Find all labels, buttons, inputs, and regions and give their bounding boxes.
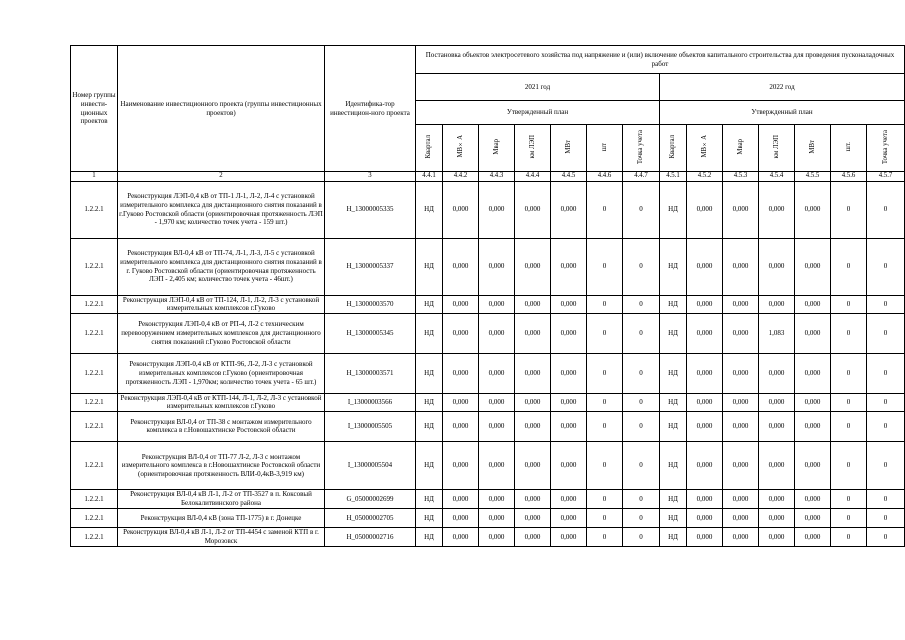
value-cell: НД — [660, 181, 687, 238]
group-number-cell: 1.2.2.1 — [71, 393, 118, 411]
value-cell: НД — [416, 295, 443, 313]
value-cell: 0,000 — [443, 181, 479, 238]
value-cell: 0,000 — [759, 181, 795, 238]
project-name-cell: Реконструкция ВЛ-0,4 кВ (зона ТП-1775) в г. Донецке — [118, 508, 325, 527]
value-cell: 0 — [623, 441, 660, 489]
table-row — [71, 313, 905, 353]
value-cell: НД — [660, 441, 687, 489]
value-cell: 0,000 — [551, 441, 587, 489]
value-cell: 0,000 — [723, 313, 759, 353]
value-cell: 0,000 — [515, 295, 551, 313]
header-unit-label: км ЛЭП — [772, 135, 780, 159]
project-id-cell: I_13000005504 — [325, 441, 416, 489]
value-cell: НД — [416, 181, 443, 238]
value-cell: 0 — [587, 508, 623, 527]
value-cell: 0,000 — [551, 295, 587, 313]
project-id-cell: G_05000002699 — [325, 489, 416, 508]
value-cell: 0,000 — [759, 393, 795, 411]
header-unit-label: Мвар — [736, 138, 744, 155]
value-cell: 0 — [831, 441, 867, 489]
header-year-2022: 2022 год — [660, 74, 905, 101]
table-row — [71, 238, 905, 295]
value-cell: 0 — [831, 527, 867, 546]
value-cell: 0,000 — [551, 353, 587, 393]
value-cell: 0,000 — [687, 181, 723, 238]
value-cell: НД — [660, 508, 687, 527]
value-cell: НД — [660, 353, 687, 393]
group-number-cell: 1.2.2.1 — [71, 181, 118, 238]
header-unit-cell — [416, 125, 443, 172]
header-unit-cell — [867, 125, 905, 172]
value-cell: 0,000 — [723, 508, 759, 527]
value-cell: 0,000 — [479, 295, 515, 313]
value-cell: 0 — [867, 353, 905, 393]
value-cell: НД — [416, 441, 443, 489]
value-cell: 0 — [831, 238, 867, 295]
header-unit-label: Квартал — [425, 134, 433, 159]
value-cell: 0,000 — [479, 441, 515, 489]
header-unit-label: шт. — [844, 142, 852, 152]
column-number: 4.4.3 — [479, 172, 515, 182]
column-number: 4.5.1 — [660, 172, 687, 182]
value-cell: 0,000 — [687, 489, 723, 508]
project-id-cell: H_05000002705 — [325, 508, 416, 527]
header-unit-cell — [687, 125, 723, 172]
project-id-cell: H_13000003570 — [325, 295, 416, 313]
header-main-title: Постановка объектов электросетевого хозяйства под напряжение и (или) включение объектов капитального строительства для проведения пусконаладочных работ — [416, 46, 905, 74]
column-number: 4.5.3 — [723, 172, 759, 182]
value-cell: 0,000 — [515, 353, 551, 393]
value-cell: 0,000 — [759, 295, 795, 313]
header-unit-label: Точка учета — [881, 129, 889, 164]
value-cell: 0,000 — [723, 393, 759, 411]
value-cell: 0,000 — [479, 508, 515, 527]
value-cell: 0 — [587, 313, 623, 353]
value-cell: 0 — [867, 508, 905, 527]
project-name-cell: Реконструкция ВЛ-0,4 кВ Л-1, Л-2 от ТП-4454 с заменой КТП в г. Морозовск — [118, 527, 325, 546]
table-row — [71, 489, 905, 508]
value-cell: 0 — [867, 313, 905, 353]
header-project-name: Наименование инвестиционного проекта (группы инвестиционных проектов) — [118, 46, 325, 172]
value-cell: 0 — [623, 181, 660, 238]
group-number-cell: 1.2.2.1 — [71, 441, 118, 489]
column-number: 4.5.2 — [687, 172, 723, 182]
value-cell: 0,000 — [443, 508, 479, 527]
value-cell: 0,000 — [795, 238, 831, 295]
value-cell: НД — [416, 411, 443, 441]
header-unit-cell — [443, 125, 479, 172]
value-cell: 0 — [587, 238, 623, 295]
value-cell: 0,000 — [479, 411, 515, 441]
value-cell: 0 — [587, 393, 623, 411]
table-row — [71, 353, 905, 393]
header-identifier: Идентифика-тор инвестицион-ного проекта — [325, 46, 416, 172]
column-number: 4.4.6 — [587, 172, 623, 182]
project-name-cell: Реконструкция ВЛ-0,4 кВ Л-1, Л-2 от ТП-3527 в п. Коксовый Белокалитвинского района — [118, 489, 325, 508]
value-cell: 0,000 — [479, 393, 515, 411]
value-cell: НД — [660, 313, 687, 353]
value-cell: 0,000 — [759, 441, 795, 489]
value-cell: 0,000 — [795, 353, 831, 393]
header-unit-label: МВт — [564, 139, 572, 154]
value-cell: 0,000 — [515, 313, 551, 353]
value-cell: 0 — [831, 295, 867, 313]
project-id-cell: H_13000005345 — [325, 313, 416, 353]
value-cell: 0,000 — [795, 411, 831, 441]
value-cell: 0 — [867, 527, 905, 546]
value-cell: 0,000 — [795, 508, 831, 527]
column-number: 4.5.5 — [795, 172, 831, 182]
value-cell: 0 — [587, 489, 623, 508]
project-id-cell: H_13000005337 — [325, 238, 416, 295]
value-cell: 0 — [623, 353, 660, 393]
header-year-2021: 2021 год — [416, 74, 660, 101]
value-cell: 0 — [831, 489, 867, 508]
value-cell: 0,000 — [443, 411, 479, 441]
header-unit-label: шт — [600, 142, 608, 151]
value-cell: 0,000 — [551, 508, 587, 527]
group-number-cell: 1.2.2.1 — [71, 489, 118, 508]
project-name-cell: Реконструкция ВЛ-0,4 от ТП-38 с монтажом измерительного комплекса в г.Новошахтинске Ростовской области — [118, 411, 325, 441]
value-cell: 0,000 — [723, 527, 759, 546]
project-id-cell: I_13000003566 — [325, 393, 416, 411]
value-cell: 0,000 — [479, 238, 515, 295]
table-row — [71, 181, 905, 238]
value-cell: 0,000 — [795, 489, 831, 508]
project-name-cell: Реконструкция ВЛ-0,4 кВ от ТП-74, Л-1, Л-3, Л-5 с установкой измерительного комплекса для дистанционного снятия показаний в г. Гуково Ростовской области (ориентировочная протяженность ЛЭП - 2,405 км; количество точек учета - 46шт.) — [118, 238, 325, 295]
project-name-cell: Реконструкция ЛЭП-0,4 кВ от ТП-1 Л-1, Л-2, Л-4 с установкой измерительного комплекса для дистанционного снятия показаний в г.Гуково Ростовской области (ориентировочная протяженность ЛЭП - 1,970 км; количество точек учета - 159 шт.) — [118, 181, 325, 238]
value-cell: 0,000 — [795, 181, 831, 238]
table-row — [71, 508, 905, 527]
value-cell: 0,000 — [687, 353, 723, 393]
column-number: 4.5.7 — [867, 172, 905, 182]
column-number: 4.4.2 — [443, 172, 479, 182]
value-cell: 0,000 — [443, 393, 479, 411]
project-name-cell: Реконструкция ЛЭП-0,4 кВ от ТП-124, Л-1, Л-2, Л-3 с установкой измерительных комплексов г.Гуково — [118, 295, 325, 313]
header-unit-label: МВ×А — [456, 135, 464, 158]
group-number-cell: 1.2.2.1 — [71, 353, 118, 393]
value-cell: 0,000 — [687, 393, 723, 411]
project-name-cell: Реконструкция ЛЭП-0,4 кВ от КТП-144, Л-1, Л-2, Л-3 с установкой измерительных комплексов г.Гуково — [118, 393, 325, 411]
value-cell: 0,000 — [795, 527, 831, 546]
table-body — [71, 46, 905, 547]
project-id-cell: H_13000005335 — [325, 181, 416, 238]
header-unit-label: МВт — [808, 139, 816, 154]
header-unit-cell — [759, 125, 795, 172]
value-cell: 0 — [587, 181, 623, 238]
value-cell: 0 — [867, 411, 905, 441]
value-cell: 0,000 — [687, 238, 723, 295]
value-cell: 0,000 — [479, 489, 515, 508]
value-cell: 0,000 — [551, 489, 587, 508]
value-cell: 0 — [623, 393, 660, 411]
value-cell: 0 — [623, 295, 660, 313]
value-cell: 0 — [623, 508, 660, 527]
value-cell: 0,000 — [759, 411, 795, 441]
value-cell: НД — [660, 489, 687, 508]
value-cell: 1,083 — [759, 313, 795, 353]
value-cell: 0 — [867, 393, 905, 411]
value-cell: 0,000 — [687, 508, 723, 527]
header-row-title — [71, 46, 905, 74]
value-cell: 0,000 — [551, 181, 587, 238]
header-unit-cell — [723, 125, 759, 172]
value-cell: 0,000 — [687, 313, 723, 353]
value-cell: 0 — [623, 238, 660, 295]
value-cell: 0,000 — [515, 393, 551, 411]
value-cell: 0,000 — [515, 527, 551, 546]
value-cell: 0,000 — [723, 489, 759, 508]
table-row — [71, 527, 905, 546]
column-number: 4.4.7 — [623, 172, 660, 182]
header-unit-label: км ЛЭП — [528, 135, 536, 159]
value-cell: 0,000 — [479, 527, 515, 546]
group-number-cell: 1.2.2.1 — [71, 508, 118, 527]
value-cell: 0,000 — [443, 527, 479, 546]
value-cell: 0,000 — [759, 508, 795, 527]
value-cell: 0 — [587, 295, 623, 313]
header-unit-label: Мвар — [492, 138, 500, 155]
header-plan-2021: Утвержденный план — [416, 101, 660, 125]
value-cell: 0 — [623, 411, 660, 441]
value-cell: 0,000 — [515, 508, 551, 527]
document-sheet — [70, 45, 905, 547]
header-unit-cell — [623, 125, 660, 172]
value-cell: НД — [416, 393, 443, 411]
table-row — [71, 393, 905, 411]
value-cell: 0 — [623, 527, 660, 546]
value-cell: 0,000 — [759, 353, 795, 393]
value-cell: 0 — [867, 441, 905, 489]
value-cell: 0 — [831, 508, 867, 527]
header-unit-label: Точка учета — [637, 129, 645, 164]
value-cell: 0,000 — [795, 313, 831, 353]
value-cell: 0 — [623, 313, 660, 353]
value-cell: 0,000 — [443, 313, 479, 353]
value-cell: 0 — [867, 489, 905, 508]
value-cell: 0,000 — [759, 489, 795, 508]
value-cell: 0,000 — [443, 238, 479, 295]
header-unit-cell — [660, 125, 687, 172]
value-cell: НД — [660, 527, 687, 546]
header-plan-2022: Утвержденный план — [660, 101, 905, 125]
value-cell: 0,000 — [515, 238, 551, 295]
value-cell: 0,000 — [551, 527, 587, 546]
value-cell: 0,000 — [551, 313, 587, 353]
header-unit-cell — [479, 125, 515, 172]
table-row — [71, 441, 905, 489]
value-cell: 0,000 — [479, 313, 515, 353]
value-cell: 0,000 — [443, 489, 479, 508]
group-number-cell: 1.2.2.1 — [71, 527, 118, 546]
value-cell: НД — [416, 489, 443, 508]
project-id-cell: I_13000005505 — [325, 411, 416, 441]
header-unit-label: МВ×А — [700, 135, 708, 158]
group-number-cell: 1.2.2.1 — [71, 411, 118, 441]
value-cell: 0 — [831, 353, 867, 393]
column-number: 4.5.4 — [759, 172, 795, 182]
project-name-cell: Реконструкция ЛЭП-0,4 кВ от КТП-96, Л-2, Л-3 с установкой измерительных комплексов г.Гуково (ориентировочная протяженность ЛЭП - 1,970км; количество точек учета - 65 шт.) — [118, 353, 325, 393]
header-unit-cell — [515, 125, 551, 172]
header-unit-cell — [831, 125, 867, 172]
value-cell: 0,000 — [795, 393, 831, 411]
header-unit-cell — [551, 125, 587, 172]
value-cell: 0 — [831, 393, 867, 411]
value-cell: 0,000 — [723, 238, 759, 295]
group-number-cell: 1.2.2.1 — [71, 238, 118, 295]
column-number-row — [71, 172, 905, 182]
column-number: 4.5.6 — [831, 172, 867, 182]
value-cell: 0,000 — [759, 238, 795, 295]
value-cell: 0,000 — [443, 441, 479, 489]
header-unit-cell — [795, 125, 831, 172]
value-cell: НД — [416, 238, 443, 295]
column-number: 4.4.5 — [551, 172, 587, 182]
value-cell: 0 — [587, 353, 623, 393]
value-cell: 0,000 — [795, 295, 831, 313]
value-cell: 0 — [587, 441, 623, 489]
value-cell: 0,000 — [515, 411, 551, 441]
value-cell: НД — [416, 313, 443, 353]
column-number: 1 — [71, 172, 118, 182]
table-row — [71, 295, 905, 313]
value-cell: 0,000 — [515, 441, 551, 489]
value-cell: 0,000 — [551, 411, 587, 441]
column-number: 4.4.1 — [416, 172, 443, 182]
column-number: 3 — [325, 172, 416, 182]
project-name-cell: Реконструкция ЛЭП-0,4 кВ от РП-4, Л-2 с техническим перевооружением измерительных комплексов для дистанционного снятия показаний г.Гуково Ростовской области — [118, 313, 325, 353]
value-cell: 0,000 — [687, 295, 723, 313]
value-cell: 0,000 — [687, 411, 723, 441]
value-cell: 0 — [867, 181, 905, 238]
value-cell: 0,000 — [723, 441, 759, 489]
value-cell: 0,000 — [443, 353, 479, 393]
value-cell: 0,000 — [723, 411, 759, 441]
value-cell: 0 — [831, 411, 867, 441]
value-cell: 0,000 — [479, 181, 515, 238]
header-unit-label: Квартал — [669, 134, 677, 159]
column-number: 2 — [118, 172, 325, 182]
value-cell: 0 — [623, 489, 660, 508]
value-cell: НД — [660, 411, 687, 441]
value-cell: 0 — [867, 238, 905, 295]
project-name-cell: Реконструкция ВЛ-0,4 от ТП-77 Л-2, Л-3 с монтажом измерительного комплекса в г.Новошахтинске Ростовской области (ориентировочная протяженность ВЛИ-0,4кВ-3,919 км) — [118, 441, 325, 489]
value-cell: НД — [416, 527, 443, 546]
project-id-cell: H_05000002716 — [325, 527, 416, 546]
value-cell: 0,000 — [759, 527, 795, 546]
table-row — [71, 411, 905, 441]
value-cell: 0 — [831, 313, 867, 353]
value-cell: 0,000 — [443, 295, 479, 313]
investment-projects-table — [70, 45, 905, 547]
group-number-cell: 1.2.2.1 — [71, 313, 118, 353]
value-cell: 0 — [867, 295, 905, 313]
value-cell: НД — [660, 238, 687, 295]
value-cell: 0,000 — [795, 441, 831, 489]
value-cell: 0,000 — [515, 181, 551, 238]
value-cell: 0 — [831, 181, 867, 238]
value-cell: НД — [416, 353, 443, 393]
project-id-cell: H_13000003571 — [325, 353, 416, 393]
value-cell: 0 — [587, 411, 623, 441]
value-cell: 0 — [587, 527, 623, 546]
value-cell: 0,000 — [515, 489, 551, 508]
value-cell: 0,000 — [551, 238, 587, 295]
header-unit-cell — [587, 125, 623, 172]
value-cell: НД — [416, 508, 443, 527]
value-cell: 0,000 — [723, 181, 759, 238]
value-cell: 0,000 — [551, 393, 587, 411]
value-cell: 0,000 — [723, 353, 759, 393]
value-cell: 0,000 — [687, 441, 723, 489]
header-group-no: Номер группы инвести-ционных проектов — [71, 46, 118, 172]
group-number-cell: 1.2.2.1 — [71, 295, 118, 313]
value-cell: НД — [660, 393, 687, 411]
value-cell: НД — [660, 295, 687, 313]
value-cell: 0,000 — [723, 295, 759, 313]
column-number: 4.4.4 — [515, 172, 551, 182]
value-cell: 0,000 — [479, 353, 515, 393]
value-cell: 0,000 — [687, 527, 723, 546]
